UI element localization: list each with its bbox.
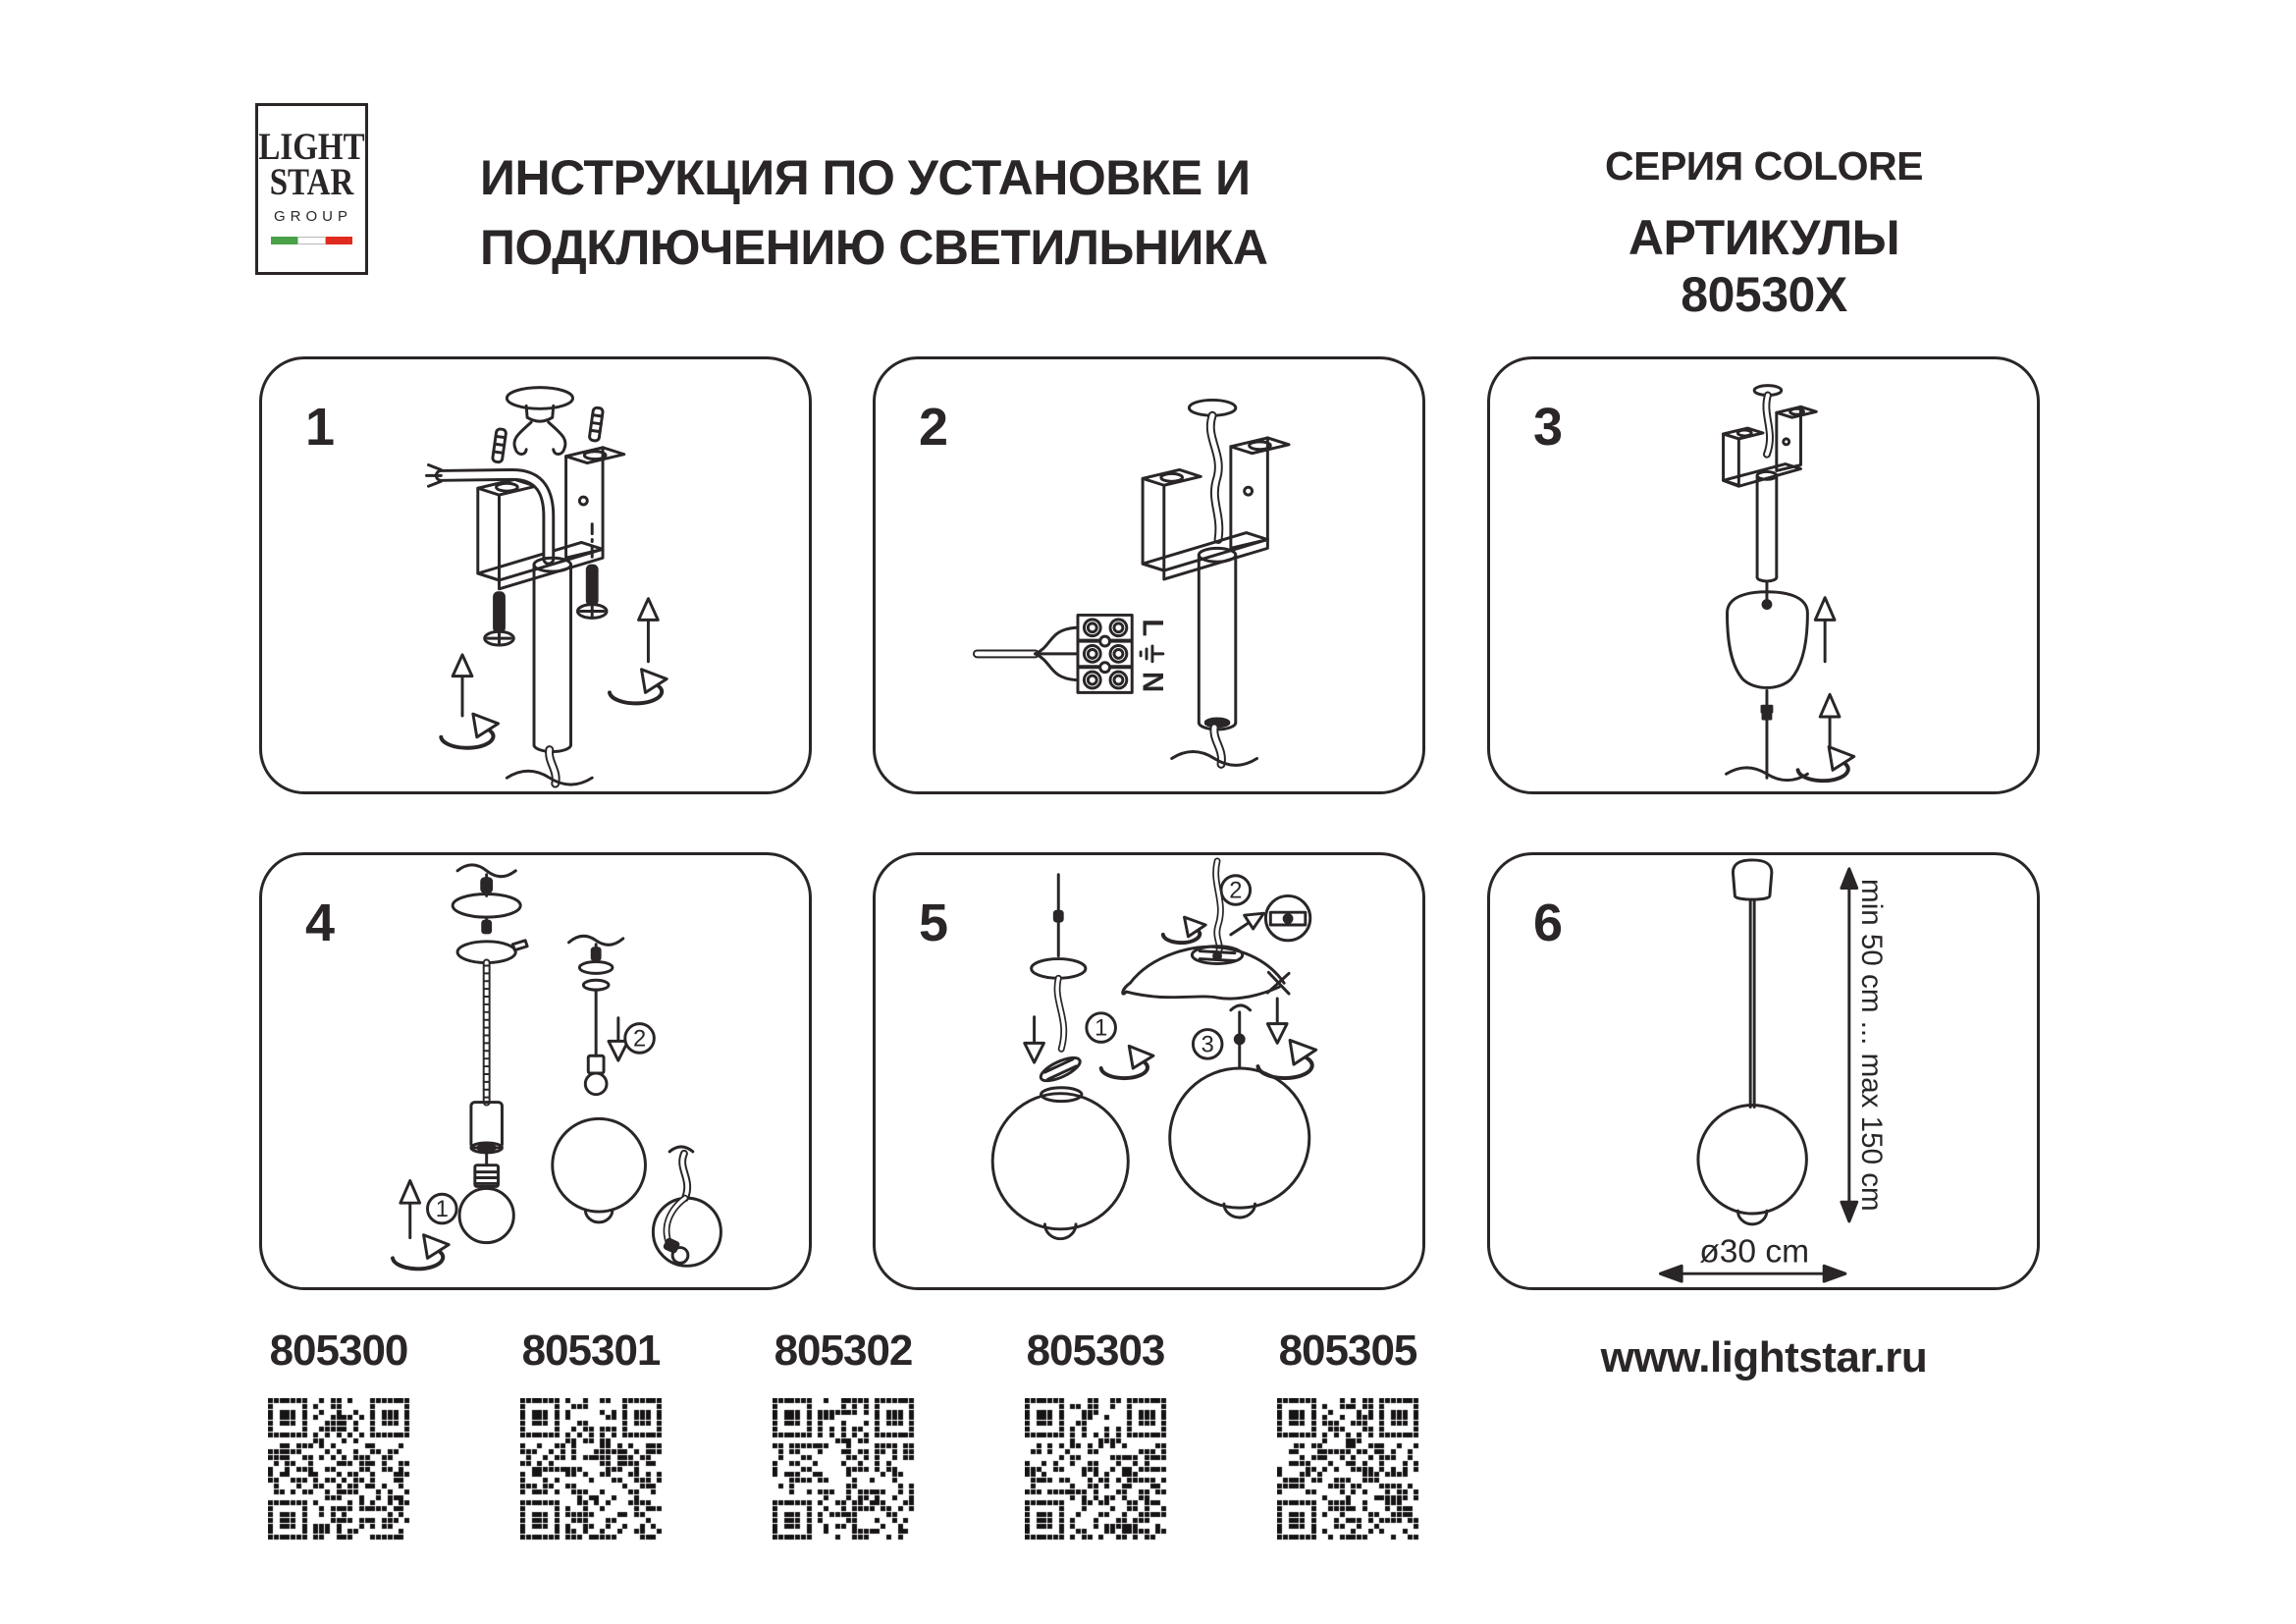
article-column <box>1222 1326 1473 1541</box>
step-panel-2 <box>873 356 1425 794</box>
panel-number: 3 <box>1533 398 1564 457</box>
qr-code <box>1025 1398 1167 1541</box>
diameter-label: ø30 cm <box>1699 1233 1810 1271</box>
terminal-block-icon <box>977 615 1132 692</box>
anchor-dowel-icon <box>492 429 506 463</box>
panel-number: 6 <box>1533 893 1564 952</box>
logo-line-star: STAR <box>269 161 354 204</box>
step-panel-1 <box>259 356 812 794</box>
series-block <box>1568 143 1960 323</box>
article-code: 805302 <box>774 1326 913 1375</box>
step-badge-1: 1 <box>1095 1015 1108 1042</box>
earth-ground-icon <box>1141 646 1163 662</box>
diagram-wiring <box>876 359 1422 791</box>
step-badge-2: 2 <box>632 1026 647 1053</box>
qr-code <box>773 1398 915 1541</box>
terminal-label-line: L <box>1136 619 1169 637</box>
article-column <box>970 1326 1221 1541</box>
qr-code <box>268 1398 410 1541</box>
series-name: СЕРИЯ COLORE <box>1604 143 1924 189</box>
article-column <box>213 1326 464 1541</box>
article-column <box>718 1326 969 1541</box>
lightstar-logo <box>255 103 368 275</box>
panel-number: 5 <box>919 893 949 952</box>
panel-number: 1 <box>305 398 336 457</box>
title-line-1: ИНСТРУКЦИЯ ПО УСТАНОВКЕ И <box>480 150 1251 205</box>
panel-number: 2 <box>919 398 949 457</box>
article-code: 805301 <box>521 1326 661 1375</box>
article-code: 805300 <box>269 1326 408 1375</box>
step-badge-2: 2 <box>1229 878 1243 904</box>
series-articles: АРТИКУЛЫ 80530X <box>1628 210 1900 322</box>
article-column <box>465 1326 717 1541</box>
diagram-final-dimensions <box>1490 855 2037 1287</box>
italian-flag-icon <box>271 237 353 244</box>
step-panel-5 <box>873 852 1425 1290</box>
anchor-dowel-icon <box>589 407 603 442</box>
article-code: 805305 <box>1278 1326 1417 1375</box>
step-badge-1: 1 <box>435 1197 449 1223</box>
step-panel-3 <box>1487 356 2040 794</box>
panel-number: 4 <box>305 893 336 952</box>
page-title <box>480 143 1363 283</box>
title-line-2: ПОДКЛЮЧЕНИЮ СВЕТИЛЬНИКА <box>480 220 1268 275</box>
step-panel-6 <box>1487 852 2040 1290</box>
website-url: www.lightstar.ru <box>1600 1333 1928 1381</box>
logo-line-group: GROUP <box>273 208 352 225</box>
step-panel-4 <box>259 852 812 1290</box>
logo-line-light: LIGHT <box>258 126 365 169</box>
article-code: 805303 <box>1026 1326 1165 1375</box>
qr-code <box>520 1398 663 1541</box>
diagram-mount-bracket <box>262 359 809 791</box>
height-range-label: min 50 cm ... max 150 cm <box>1855 879 1888 1212</box>
qr-code <box>1277 1398 1419 1541</box>
logo-wordmark <box>258 126 365 204</box>
diagram-bulb-and-shade <box>262 855 809 1287</box>
diagram-glass-shade-lock <box>876 855 1422 1287</box>
diagram-canopy-slide <box>1490 359 2037 791</box>
step-badge-3: 3 <box>1201 1032 1214 1058</box>
terminal-label-neutral: N <box>1136 671 1169 693</box>
